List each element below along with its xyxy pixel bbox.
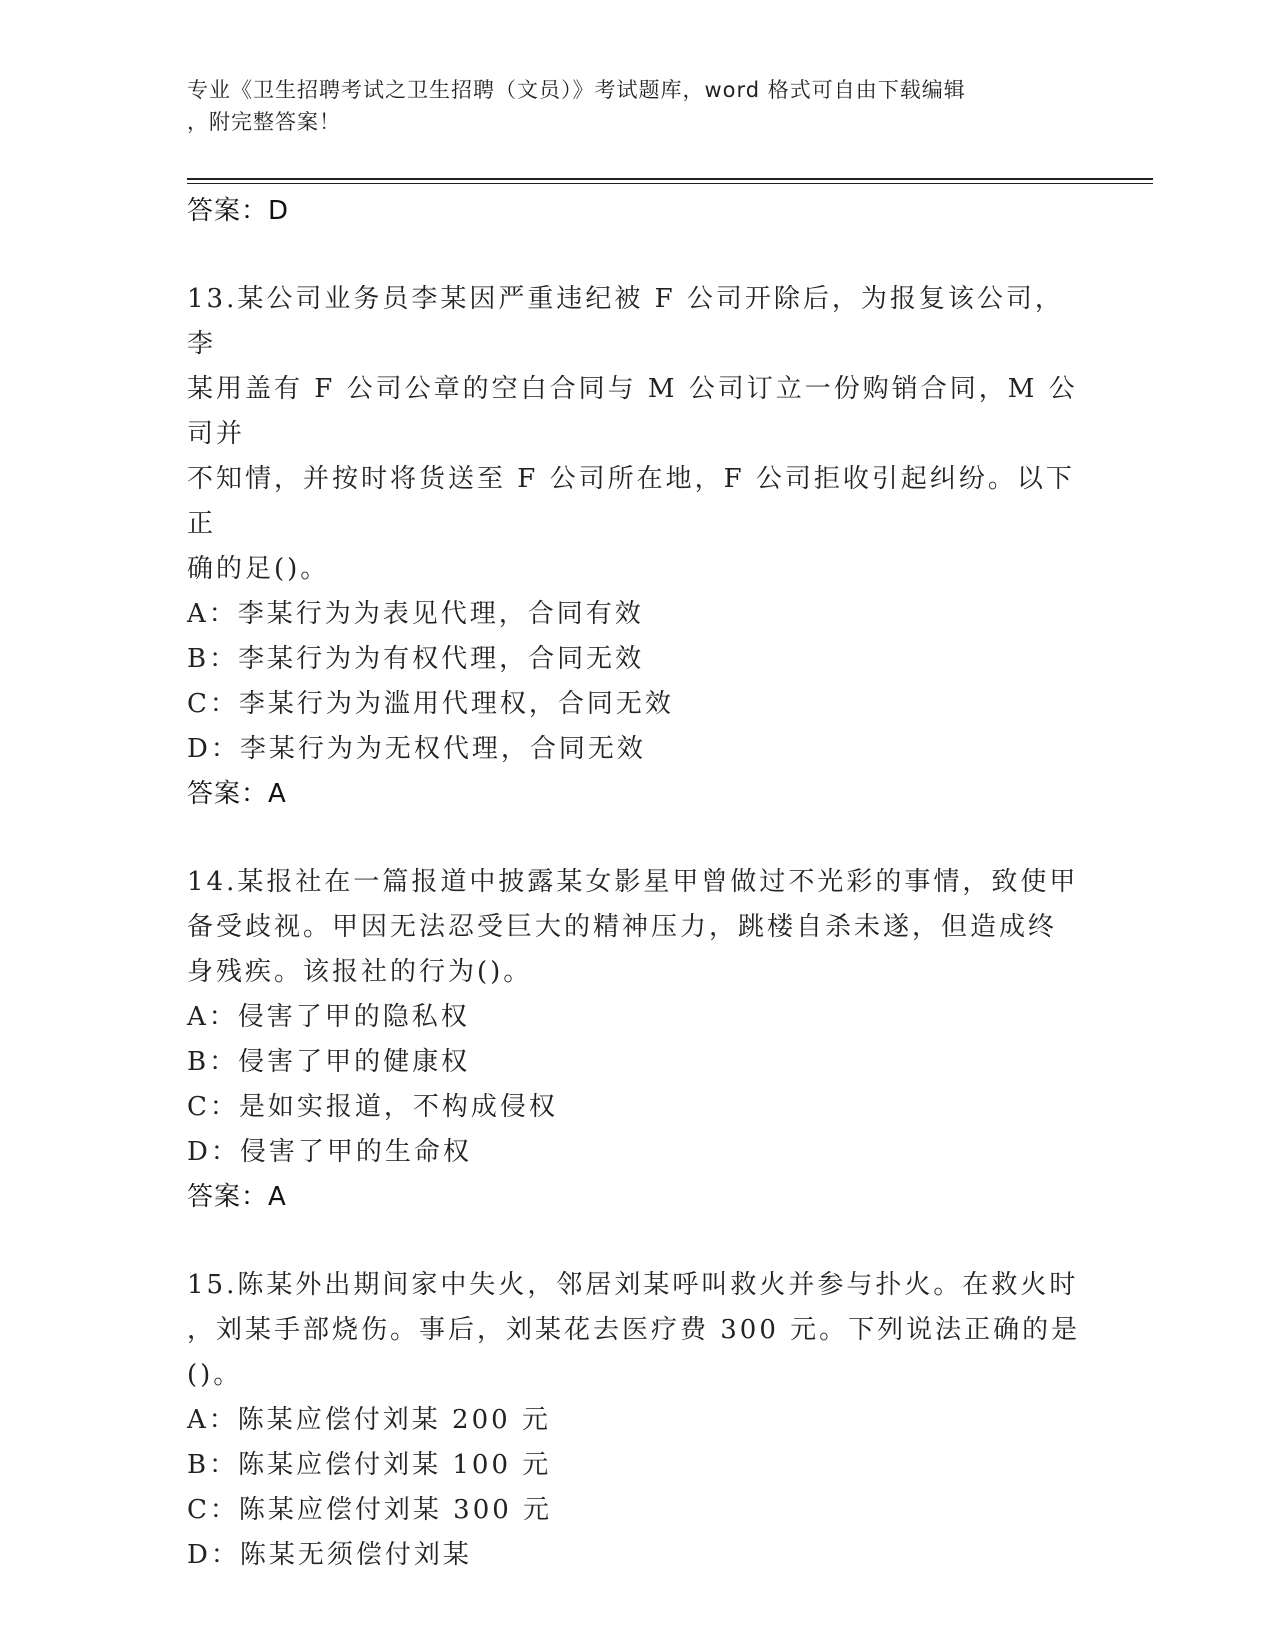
- question-text-line: 不知情，并按时将货送至 F 公司所在地，F 公司拒收引起纠纷。以下正: [187, 464, 1075, 539]
- question-text-line: 确的足()。: [187, 554, 330, 584]
- option-a: A：陈某应偿付刘某 200 元: [187, 1405, 551, 1435]
- question-text-line: ，刘某手部烧伤。事后，刘某花去医疗费 300 元。下列说法正确的是: [187, 1315, 1081, 1345]
- option-d: D：侵害了甲的生命权: [187, 1137, 472, 1167]
- question-text-line: 13.某公司业务员李某因严重违纪被 F 公司开除后，为报复该公司，李: [187, 284, 1064, 359]
- option-a: A：李某行为为表见代理，合同有效: [187, 599, 644, 629]
- header-line-2: ，附完整答案！: [187, 110, 341, 134]
- option-c: C：陈某应偿付刘某 300 元: [187, 1495, 553, 1525]
- question-text-line: 备受歧视。甲因无法忍受巨大的精神压力，跳楼自杀未遂，但造成终: [187, 912, 1058, 942]
- option-a: A：侵害了甲的隐私权: [187, 1002, 470, 1032]
- question-text-line: 身残疾。该报社的行为()。: [187, 957, 533, 987]
- question-14: [187, 860, 1087, 1219]
- question-text-line: ()。: [187, 1360, 243, 1390]
- header-line-1: 专业《卫生招聘考试之卫生招聘（文员）》考试题库，word 格式可自由下载编辑: [187, 78, 966, 102]
- option-d: D：李某行为为无权代理，合同无效: [187, 734, 646, 764]
- question-text-line: 某用盖有 F 公司公章的空白合同与 M 公司订立一份购销合同，M 公司并: [187, 374, 1078, 449]
- option-c: C：是如实报道，不构成侵权: [187, 1092, 558, 1122]
- option-b: B：李某行为为有权代理，合同无效: [187, 644, 645, 674]
- previous-answer: 答案：D: [187, 196, 290, 226]
- option-d: D：陈某无须偿付刘某: [187, 1540, 472, 1570]
- question-answer: 答案：A: [187, 1182, 287, 1212]
- option-b: B：侵害了甲的健康权: [187, 1047, 471, 1077]
- document-body: [187, 189, 1087, 1622]
- question-answer: 答案：A: [187, 779, 287, 809]
- header-rule-thick: [187, 178, 1153, 180]
- question-13: [187, 277, 1087, 816]
- option-c: C：李某行为为滥用代理权，合同无效: [187, 689, 674, 719]
- document-header: [187, 74, 1087, 138]
- question-text-line: 14.某报社在一篇报道中披露某女影星甲曾做过不光彩的事情，致使甲: [187, 867, 1079, 897]
- question-text-line: 15.陈某外出期间家中失火，邻居刘某呼叫救火并参与扑火。在救火时: [187, 1270, 1079, 1300]
- question-15: [187, 1263, 1087, 1578]
- header-rule-thin: [187, 183, 1153, 184]
- option-b: B：陈某应偿付刘某 100 元: [187, 1450, 552, 1480]
